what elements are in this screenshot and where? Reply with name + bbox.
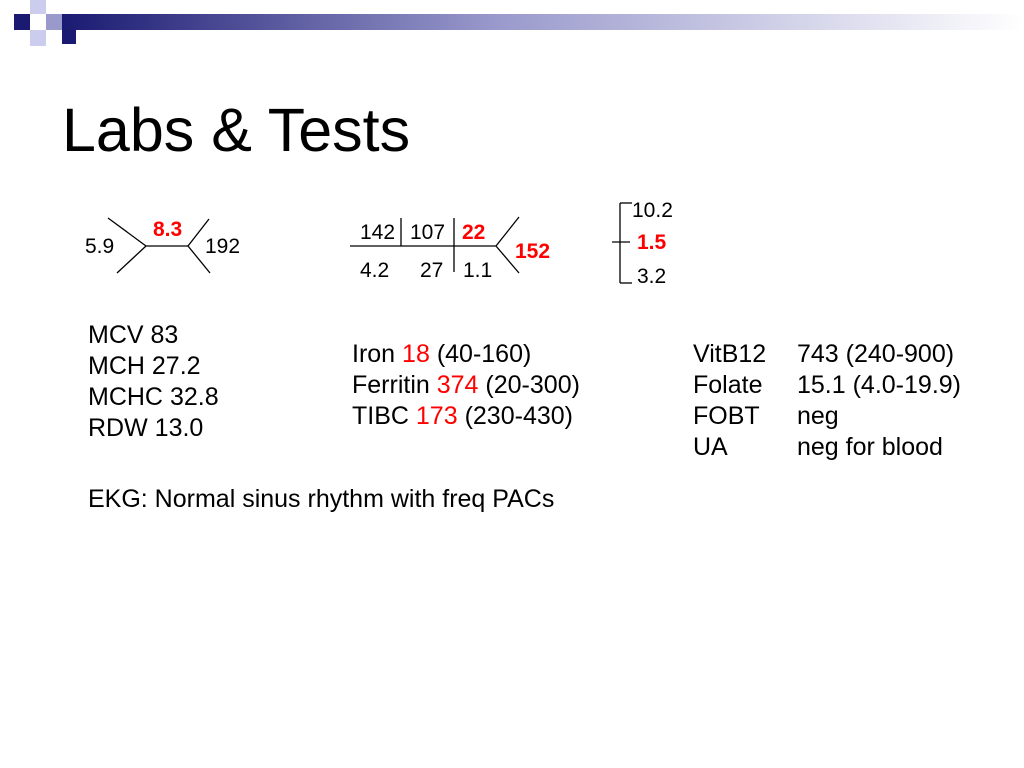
test-name: MCH [88,352,145,380]
test-value: 83 [150,321,179,349]
test-result: 743 (240-900) [797,340,955,368]
ekg-summary: EKG: Normal sinus rhythm with freq PACs [88,485,555,513]
test-name: MCV [88,321,144,349]
test-name: RDW [88,414,148,442]
test-result: 15.1 (4.0-19.9) [797,371,961,399]
test-name: Folate [693,371,763,399]
test-name: MCHC [88,383,163,411]
indices-list [88,320,219,444]
iron-studies-list [352,339,580,432]
test-name: UA [693,433,728,461]
list-item [693,432,993,463]
test-name: FOBT [693,402,760,430]
bracket-value: 3.2 [637,265,667,288]
test-result: neg [797,402,839,430]
test-value: 13.0 [154,414,204,442]
reference-range: (230-430) [464,402,573,430]
reference-range: (20-300) [485,371,580,399]
list-item [88,320,219,351]
bmp-value: 27 [420,259,444,282]
test-name: TIBC [352,402,409,430]
test-value: 32.8 [169,383,219,411]
list-item [88,382,219,413]
bracket-value: 10.2 [632,199,673,222]
test-value: 374 [436,371,479,399]
bmp-value: 142 [360,221,396,244]
list-item [88,413,219,444]
bmp-value: 22 [462,221,486,244]
test-name: Iron [352,340,396,368]
cbc-line-lower-left [117,246,146,273]
test-value: 18 [402,340,430,368]
test-value: 27.2 [151,352,201,380]
list-item [352,401,580,432]
bmp-value: 107 [410,221,446,244]
list-item [693,339,993,370]
bracket-value: 1.5 [637,231,667,254]
bmp-value: 4.2 [360,259,390,282]
bmp-value: 1.1 [463,259,493,282]
test-name: VitB12 [693,340,767,368]
test-value: 173 [415,402,458,430]
list-item [352,339,580,370]
bracket-panel-lines [612,203,632,283]
other-tests-list [693,339,993,463]
test-name: Ferritin [352,371,430,399]
cbc-value: 192 [205,235,241,258]
list-item [693,401,993,432]
list-item [352,370,580,401]
slide-title: Labs & Tests [62,96,411,164]
reference-range: (40-160) [436,340,532,368]
cbc-value: 8.3 [153,218,183,241]
list-item [693,370,993,401]
test-result: neg for blood [797,433,943,461]
cbc-value: 5.9 [85,235,115,258]
bmp-end-value: 152 [515,240,551,263]
list-item [88,351,219,382]
